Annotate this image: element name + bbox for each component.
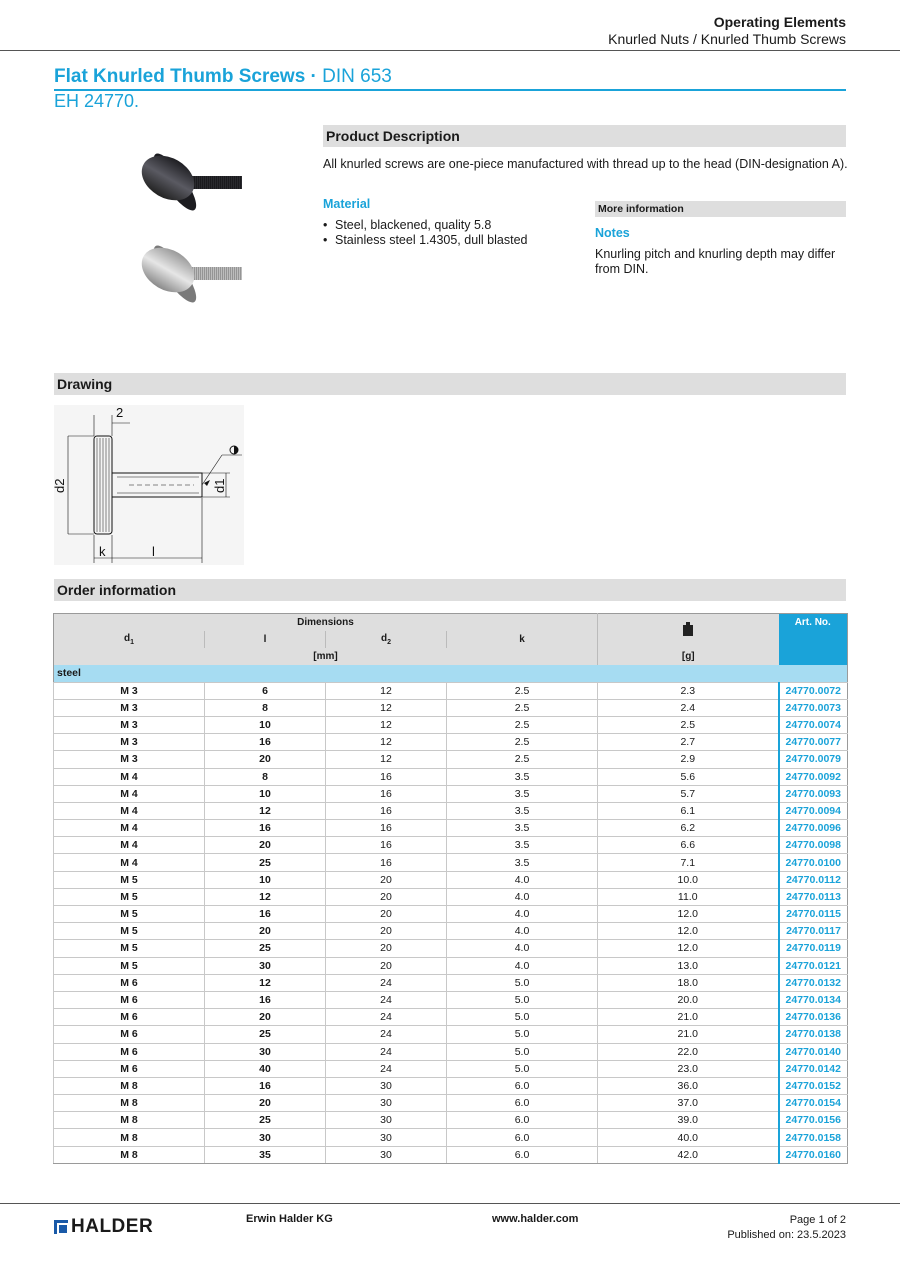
cell-art-no[interactable]: 24770.0152 <box>779 1077 848 1094</box>
cell-d1: M 3 <box>54 734 205 751</box>
halder-logo-icon <box>54 1220 68 1234</box>
weight-icon <box>682 622 694 636</box>
cell-d2: 24 <box>326 991 447 1008</box>
cell-art-no[interactable]: 24770.0132 <box>779 974 848 991</box>
cell-d2: 16 <box>326 837 447 854</box>
cell-l: 8 <box>205 768 326 785</box>
cell-art-no[interactable]: 24770.0094 <box>779 802 848 819</box>
cell-k: 4.0 <box>447 923 598 940</box>
cell-weight: 42.0 <box>598 1146 779 1163</box>
footer-divider <box>0 1203 900 1204</box>
cell-l: 16 <box>205 734 326 751</box>
cell-d1: M 4 <box>54 837 205 854</box>
product-title-standard: DIN 653 <box>322 66 392 87</box>
cell-art-no[interactable]: 24770.0093 <box>779 785 848 802</box>
cell-art-no[interactable]: 24770.0160 <box>779 1146 848 1163</box>
cell-weight: 2.5 <box>598 716 779 733</box>
cell-k: 2.5 <box>447 682 598 699</box>
cell-d2: 24 <box>326 1009 447 1026</box>
cell-k: 2.5 <box>447 734 598 751</box>
table-row <box>54 768 848 785</box>
order-information-heading: Order information <box>54 579 846 601</box>
cell-d1: M 6 <box>54 1060 205 1077</box>
cell-k: 5.0 <box>447 1043 598 1060</box>
cell-weight: 2.4 <box>598 699 779 716</box>
table-row <box>54 923 848 940</box>
cell-art-no[interactable]: 24770.0100 <box>779 854 848 871</box>
cell-d1: M 8 <box>54 1112 205 1129</box>
halder-logo <box>54 1216 153 1238</box>
cell-l: 30 <box>205 1129 326 1146</box>
cell-l: 20 <box>205 751 326 768</box>
table-row <box>54 716 848 733</box>
halder-logo-text: HALDER <box>71 1216 154 1237</box>
dim-label-k: k <box>99 544 106 559</box>
order-table <box>53 613 848 1164</box>
cell-k: 3.5 <box>447 854 598 871</box>
table-row <box>54 699 848 716</box>
drawing-heading: Drawing <box>54 373 846 395</box>
cell-art-no[interactable]: 24770.0117 <box>779 923 848 940</box>
cell-k: 5.0 <box>447 1060 598 1077</box>
cell-art-no[interactable]: 24770.0115 <box>779 906 848 923</box>
cell-d2: 12 <box>326 682 447 699</box>
cell-d2: 20 <box>326 871 447 888</box>
table-row <box>54 1077 848 1094</box>
cell-d2: 24 <box>326 1026 447 1043</box>
cell-d2: 16 <box>326 802 447 819</box>
cell-d2: 20 <box>326 906 447 923</box>
cell-weight: 6.6 <box>598 837 779 854</box>
cell-d1: M 6 <box>54 991 205 1008</box>
cell-d1: M 5 <box>54 906 205 923</box>
cell-d1: M 5 <box>54 940 205 957</box>
cell-weight: 12.0 <box>598 940 779 957</box>
cell-d2: 16 <box>326 854 447 871</box>
cell-d1: M 6 <box>54 1009 205 1026</box>
cell-k: 6.0 <box>447 1112 598 1129</box>
col-header-l: l <box>205 631 326 648</box>
cell-weight: 10.0 <box>598 871 779 888</box>
material-list <box>323 218 528 248</box>
cell-art-no[interactable]: 24770.0156 <box>779 1112 848 1129</box>
cell-k: 2.5 <box>447 699 598 716</box>
dim-label-d2: d2 <box>52 478 67 493</box>
cell-art-no[interactable]: 24770.0154 <box>779 1095 848 1112</box>
col-header-d1: $d_1$ <box>54 631 205 648</box>
cell-k: 4.0 <box>447 940 598 957</box>
cell-art-no[interactable]: 24770.0073 <box>779 699 848 716</box>
dim-label-d1: d1 <box>212 478 227 493</box>
cell-d1: M 6 <box>54 1026 205 1043</box>
product-photo <box>130 140 250 320</box>
cell-weight: 2.9 <box>598 751 779 768</box>
cell-d1: M 3 <box>54 699 205 716</box>
cell-weight: 12.0 <box>598 906 779 923</box>
black-screw-image <box>134 147 242 216</box>
table-row <box>54 974 848 991</box>
cell-weight: 37.0 <box>598 1095 779 1112</box>
material-item: • Stainless steel 1.4305, dull blasted <box>323 233 528 248</box>
cell-l: 16 <box>205 991 326 1008</box>
cell-d1: M 8 <box>54 1077 205 1094</box>
document-header <box>608 14 846 48</box>
cell-weight: 11.0 <box>598 888 779 905</box>
header-divider <box>0 50 900 51</box>
product-title <box>54 66 846 91</box>
cell-art-no[interactable]: 24770.0077 <box>779 734 848 751</box>
product-code: EH 24770. <box>54 91 140 111</box>
cell-k: 5.0 <box>447 991 598 1008</box>
cell-art-no[interactable]: 24770.0136 <box>779 1009 848 1026</box>
cell-weight: 21.0 <box>598 1009 779 1026</box>
cell-weight: 2.3 <box>598 682 779 699</box>
cell-art-no[interactable]: 24770.0112 <box>779 871 848 888</box>
cell-weight: 21.0 <box>598 1026 779 1043</box>
cell-d1: M 4 <box>54 785 205 802</box>
cell-weight: 12.0 <box>598 923 779 940</box>
cell-d2: 12 <box>326 716 447 733</box>
cell-l: 20 <box>205 837 326 854</box>
notes-heading: Notes <box>595 226 630 240</box>
cell-k: 3.5 <box>447 785 598 802</box>
table-row <box>54 1026 848 1043</box>
cell-l: 25 <box>205 854 326 871</box>
table-row <box>54 1129 848 1146</box>
table-row <box>54 1009 848 1026</box>
cell-d1: M 8 <box>54 1146 205 1163</box>
header-category: Operating Elements <box>713 14 846 30</box>
table-row <box>54 957 848 974</box>
cell-l: 10 <box>205 785 326 802</box>
cell-d2: 12 <box>326 734 447 751</box>
cell-d1: M 6 <box>54 1043 205 1060</box>
cell-l: 35 <box>205 1146 326 1163</box>
cell-k: 3.5 <box>447 820 598 837</box>
technical-drawing <box>54 405 244 565</box>
cell-k: 4.0 <box>447 888 598 905</box>
cell-k: 5.0 <box>447 1026 598 1043</box>
cell-d2: 30 <box>326 1146 447 1163</box>
table-row <box>54 837 848 854</box>
cell-d2: 30 <box>326 1095 447 1112</box>
cell-d2: 16 <box>326 820 447 837</box>
cell-d1: M 6 <box>54 974 205 991</box>
product-description-text: All knurled screws are one-piece manufactured with thread up to the head (DIN-designation A). <box>323 157 848 171</box>
cell-art-no[interactable]: 24770.0142 <box>779 1060 848 1077</box>
cell-l: 20 <box>205 1095 326 1112</box>
cell-l: 30 <box>205 1043 326 1060</box>
cell-k: 4.0 <box>447 871 598 888</box>
cell-d2: 20 <box>326 923 447 940</box>
dim-label-l: l <box>152 544 155 559</box>
header-subcategory: Knurled Nuts / Knurled Thumb Screws <box>608 31 846 47</box>
dim-label-top: 2 <box>116 405 124 420</box>
table-row <box>54 854 848 871</box>
table-row <box>54 1146 848 1163</box>
cell-d2: 20 <box>326 888 447 905</box>
cell-d2: 24 <box>326 974 447 991</box>
cell-weight: 20.0 <box>598 991 779 1008</box>
cell-l: 16 <box>205 820 326 837</box>
cell-l: 25 <box>205 1112 326 1129</box>
material-heading: Material <box>323 197 371 211</box>
col-header-d2: $d_2$ <box>326 631 447 648</box>
cell-k: 2.5 <box>447 751 598 768</box>
unit-g: [g] <box>598 648 779 665</box>
cell-d1: M 5 <box>54 888 205 905</box>
cell-k: 6.0 <box>447 1129 598 1146</box>
cell-weight: 39.0 <box>598 1112 779 1129</box>
cell-d1: M 4 <box>54 820 205 837</box>
cell-k: 6.0 <box>447 1095 598 1112</box>
product-description-heading: Product Description <box>323 125 846 147</box>
cell-art-no[interactable]: 24770.0079 <box>779 751 848 768</box>
cell-d2: 12 <box>326 751 447 768</box>
cell-weight: 13.0 <box>598 957 779 974</box>
cell-d1: M 5 <box>54 871 205 888</box>
notes-text: Knurling pitch and knurling depth may differ from DIN. <box>595 247 836 276</box>
cell-d1: M 4 <box>54 802 205 819</box>
cell-k: 4.0 <box>447 906 598 923</box>
cell-k: 5.0 <box>447 1009 598 1026</box>
cell-d2: 30 <box>326 1112 447 1129</box>
table-row <box>54 871 848 888</box>
cell-art-no[interactable]: 24770.0074 <box>779 716 848 733</box>
cell-l: 40 <box>205 1060 326 1077</box>
material-group-row: steel <box>54 665 848 682</box>
table-row <box>54 888 848 905</box>
cell-l: 25 <box>205 1026 326 1043</box>
cell-d2: 16 <box>326 768 447 785</box>
table-row <box>54 820 848 837</box>
cell-l: 10 <box>205 871 326 888</box>
cell-d1: M 8 <box>54 1129 205 1146</box>
table-row <box>54 991 848 1008</box>
footer-page-info <box>727 1213 846 1243</box>
cell-art-no[interactable]: 24770.0119 <box>779 940 848 957</box>
cell-l: 8 <box>205 699 326 716</box>
cell-d2: 12 <box>326 699 447 716</box>
table-row <box>54 751 848 768</box>
cell-art-no[interactable]: 24770.0121 <box>779 957 848 974</box>
cell-d1: M 3 <box>54 751 205 768</box>
cell-l: 25 <box>205 940 326 957</box>
cell-weight: 40.0 <box>598 1129 779 1146</box>
cell-l: 20 <box>205 1009 326 1026</box>
cell-d2: 24 <box>326 1060 447 1077</box>
cell-l: 30 <box>205 957 326 974</box>
cell-weight: 36.0 <box>598 1077 779 1094</box>
cell-k: 6.0 <box>447 1146 598 1163</box>
unit-mm: [mm] <box>54 648 598 665</box>
product-title-separator: · <box>305 66 323 87</box>
cell-k: 3.5 <box>447 768 598 785</box>
cell-d2: 30 <box>326 1077 447 1094</box>
cell-weight: 6.1 <box>598 802 779 819</box>
cell-k: 3.5 <box>447 837 598 854</box>
cell-l: 12 <box>205 802 326 819</box>
cell-l: 20 <box>205 923 326 940</box>
product-title-main: Flat Knurled Thumb Screws <box>54 66 306 87</box>
cell-d1: M 3 <box>54 682 205 699</box>
published-date: Published on: 23.5.2023 <box>727 1229 846 1241</box>
cell-art-no[interactable]: 24770.0140 <box>779 1043 848 1060</box>
cell-k: 5.0 <box>447 974 598 991</box>
cell-l: 16 <box>205 906 326 923</box>
more-information-heading: More information <box>595 201 846 217</box>
cell-l: 16 <box>205 1077 326 1094</box>
cell-k: 3.5 <box>447 802 598 819</box>
table-row <box>54 802 848 819</box>
cell-art-no[interactable]: 24770.0158 <box>779 1129 848 1146</box>
cell-d1: M 8 <box>54 1095 205 1112</box>
cell-art-no[interactable]: 24770.0138 <box>779 1026 848 1043</box>
cell-l: 12 <box>205 974 326 991</box>
weight-header <box>598 614 779 648</box>
footer-website[interactable]: www.halder.com <box>492 1213 579 1225</box>
cell-weight: 5.7 <box>598 785 779 802</box>
cell-k: 6.0 <box>447 1077 598 1094</box>
dimensions-header: Dimensions <box>54 614 598 631</box>
cell-weight: 18.0 <box>598 974 779 991</box>
cell-d1: M 5 <box>54 923 205 940</box>
table-row <box>54 785 848 802</box>
table-row <box>54 682 848 699</box>
cell-weight: 22.0 <box>598 1043 779 1060</box>
table-row <box>54 1095 848 1112</box>
cell-l: 10 <box>205 716 326 733</box>
cell-art-no[interactable]: 24770.0072 <box>779 682 848 699</box>
cell-k: 2.5 <box>447 716 598 733</box>
cell-weight: 6.2 <box>598 820 779 837</box>
cell-art-no[interactable]: 24770.0113 <box>779 888 848 905</box>
cell-weight: 7.1 <box>598 854 779 871</box>
col-header-k: k <box>447 631 598 648</box>
table-row <box>54 1060 848 1077</box>
stainless-screw-image <box>134 239 242 308</box>
cell-l: 6 <box>205 682 326 699</box>
cell-k: 4.0 <box>447 957 598 974</box>
cell-d2: 24 <box>326 1043 447 1060</box>
cell-d1: M 3 <box>54 716 205 733</box>
cell-d2: 30 <box>326 1129 447 1146</box>
material-item: • Steel, blackened, quality 5.8 <box>323 218 528 233</box>
cell-l: 12 <box>205 888 326 905</box>
cell-d2: 20 <box>326 957 447 974</box>
cell-weight: 2.7 <box>598 734 779 751</box>
cell-d1: M 4 <box>54 768 205 785</box>
cell-d1: M 5 <box>54 957 205 974</box>
art-no-header: Art. No. <box>779 614 848 665</box>
cell-d1: M 4 <box>54 854 205 871</box>
table-row <box>54 1112 848 1129</box>
table-row <box>54 734 848 751</box>
order-rows <box>54 682 848 1163</box>
cell-art-no[interactable]: 24770.0134 <box>779 991 848 1008</box>
cell-art-no[interactable]: 24770.0098 <box>779 837 848 854</box>
cell-weight: 23.0 <box>598 1060 779 1077</box>
table-row <box>54 906 848 923</box>
cell-art-no[interactable]: 24770.0096 <box>779 820 848 837</box>
cell-weight: 5.6 <box>598 768 779 785</box>
cell-d2: 20 <box>326 940 447 957</box>
cell-d2: 16 <box>326 785 447 802</box>
table-row <box>54 1043 848 1060</box>
page-number: Page 1 of 2 <box>789 1214 846 1226</box>
table-row <box>54 940 848 957</box>
cell-art-no[interactable]: 24770.0092 <box>779 768 848 785</box>
footer-company: Erwin Halder KG <box>246 1213 333 1225</box>
